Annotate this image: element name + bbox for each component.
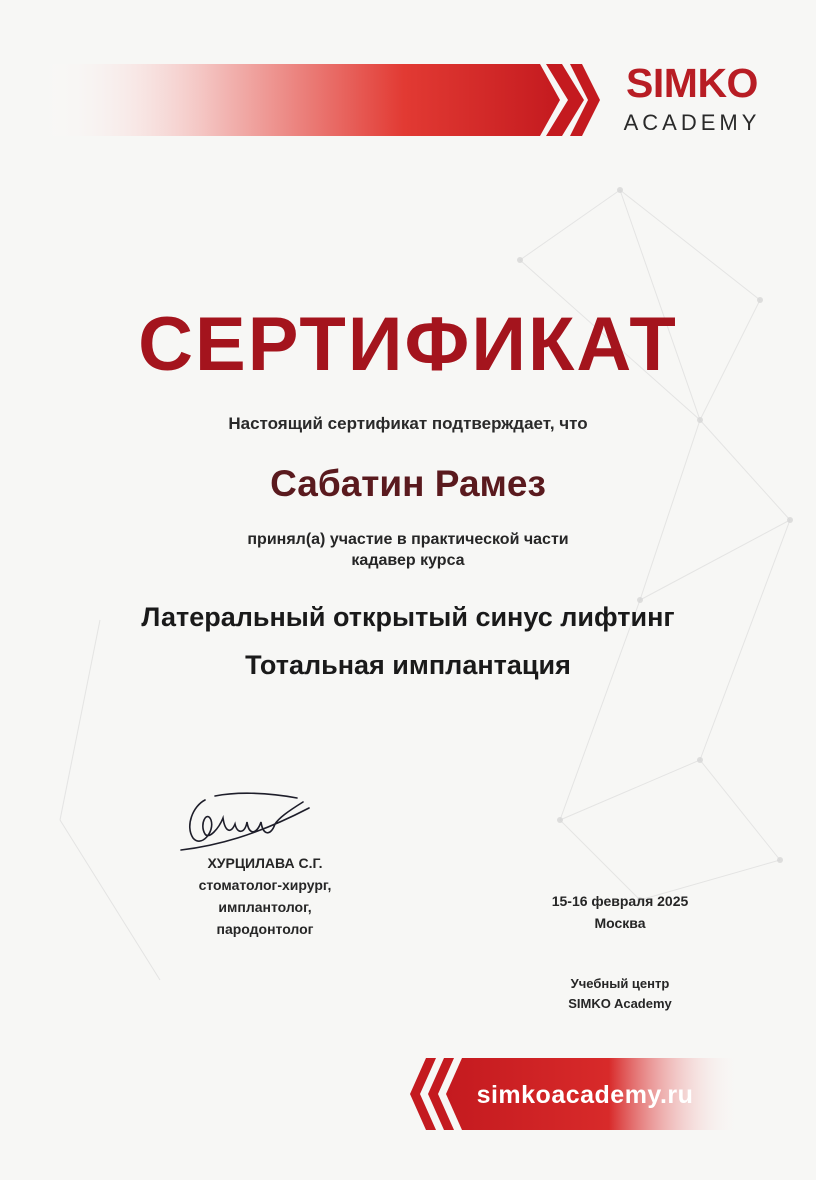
event-dates: 15-16 февраля 2025 [551, 893, 689, 909]
event-block [500, 890, 740, 934]
course-title-2: Тотальная имплантация [245, 650, 571, 680]
website-link[interactable]: simkoacademy.ru [476, 1081, 694, 1109]
signatory-role-3: пародонтолог [216, 921, 314, 937]
participation-text-1: принял(а) участие в практической части [247, 531, 569, 548]
signatory-block [140, 852, 390, 940]
organizer-line-2: SIMKO Academy [568, 996, 672, 1011]
logo-brand-name: SIMKO [626, 60, 758, 106]
organizer-line-1: Учебный центр [570, 976, 670, 991]
logo-subtitle: ACADEMY [623, 110, 761, 135]
participation-text-2: кадавер курса [351, 552, 465, 569]
signatory-name: ХУРЦИЛАВА С.Г. [207, 855, 323, 871]
brand-logo [606, 60, 778, 140]
recipient-name: Сабатин Рамез [270, 463, 546, 504]
organizer-block [500, 974, 740, 1014]
handwritten-signature [175, 788, 325, 858]
event-city: Москва [594, 915, 646, 931]
certificate-title: СЕРТИФИКАТ [138, 302, 678, 387]
course-title-1: Латеральный открытый синус лифтинг [141, 602, 675, 632]
intro-text: Настоящий сертификат подтверждает, что [228, 414, 588, 433]
signatory-role-1: стоматолог-хирург, [198, 877, 332, 893]
top-red-banner [40, 64, 600, 136]
signatory-role-2: имплантолог, [218, 899, 312, 915]
